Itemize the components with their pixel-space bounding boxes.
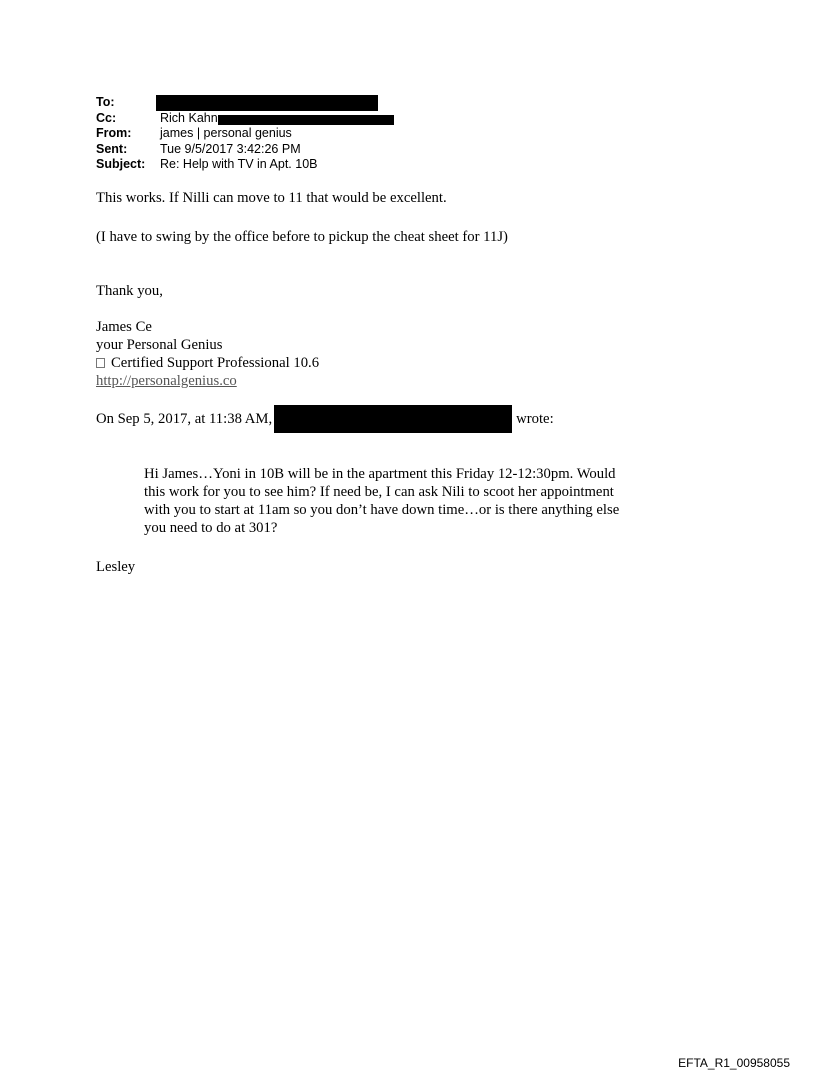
signature-cert-line [96, 354, 319, 372]
signature-cert: Certified Support Professional 10.6 [111, 355, 320, 371]
cc-name: Rich Kahn [160, 110, 218, 125]
quoted-signoff: Lesley [96, 559, 136, 575]
quoted-line: with you to start at 11am so you don’t have down time…or is there anything else [144, 502, 620, 518]
cc-label: Cc: [96, 110, 117, 125]
cc-value [160, 111, 394, 127]
to-value [160, 95, 378, 111]
from-label: From: [96, 126, 132, 140]
signature-link[interactable]: http://personalgenius.co [96, 373, 237, 389]
quoted-line: Hi James…Yoni in 10B will be in the apartment this Friday 12-12:30pm. Would [144, 466, 616, 482]
sent-row [96, 142, 394, 158]
signature-name: James Ce [96, 319, 152, 335]
sent-value: Tue 9/5/2017 3:42:26 PM [160, 141, 301, 156]
quoted-line: this work for you to see him? If need be, I can ask Nili to scoot her appointment [144, 484, 614, 500]
subject-label: Subject: [96, 157, 146, 171]
subject-value: Re: Help with TV in Apt. 10B [160, 157, 318, 171]
sent-label: Sent: [96, 141, 128, 156]
signature-block [96, 318, 319, 390]
quoted-line: you need to do at 301? [144, 520, 278, 536]
redaction-bar [218, 115, 394, 125]
missing-glyph-icon [96, 358, 105, 368]
email-header [96, 95, 394, 173]
from-value: james | personal genius [160, 126, 292, 140]
to-label: To: [96, 95, 115, 109]
redaction-bar [274, 405, 512, 433]
from-row [96, 126, 394, 142]
cc-row [96, 111, 394, 127]
redaction-bar [156, 95, 378, 111]
closing-line: Thank you, [96, 283, 163, 299]
signature-title: your Personal Genius [96, 337, 223, 353]
document-id: EFTA_R1_00958055 [678, 1056, 790, 1070]
to-row [96, 95, 394, 111]
quote-header [96, 405, 554, 433]
quoted-message [144, 465, 664, 537]
subject-row [96, 157, 394, 173]
body-line-2: (I have to swing by the office before to pickup the cheat sheet for 11J) [96, 229, 508, 245]
quote-header-prefix: On Sep 5, 2017, at 11:38 AM, [96, 411, 273, 427]
quote-header-suffix: wrote: [516, 411, 554, 427]
body-line-1: This works. If Nilli can move to 11 that would be excellent. [96, 190, 447, 206]
